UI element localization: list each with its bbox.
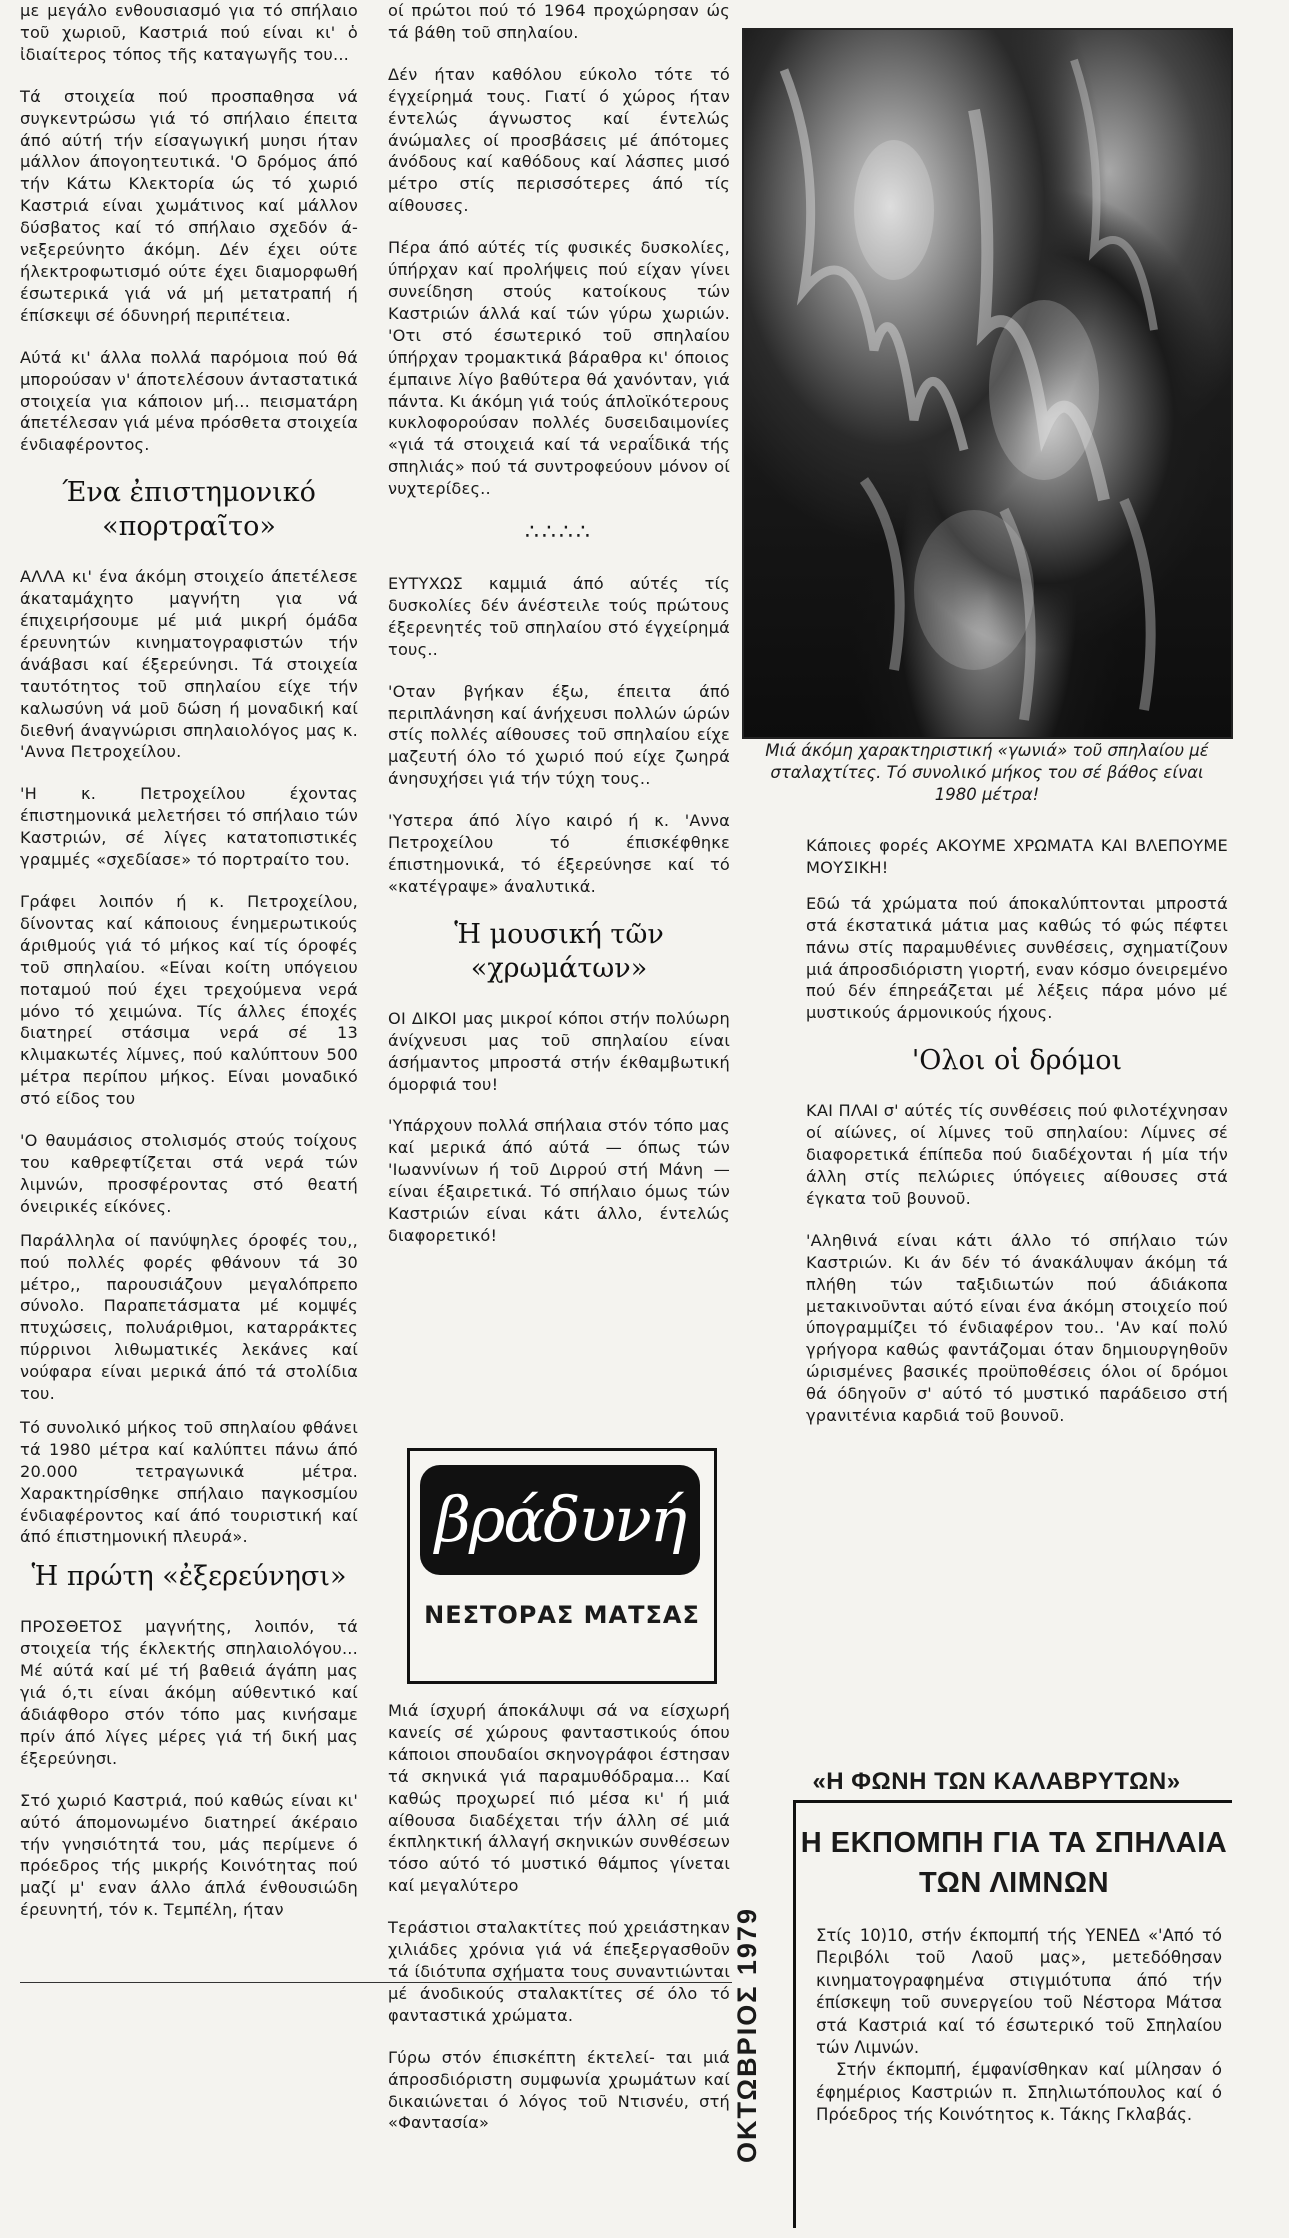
- fold-line: [20, 1982, 732, 1983]
- col2-paragraph-9: Μιά ίσχυρή άποκάλυψι σά να είσχωρή κανείς σέ χώρους φανταστικούς όπου κάποιοι σπουδαίοι σκηνογράφοι έστησαν τά σκηνικά γιά παραμυθόδραμα... Καί καθώς προχωρεί πιό μέσα κι' ή μιά αίθουσα διαδέχεται τήν άλλη σέ μιά έκπληκτική άλλαγή σκηνικών συνθέσεων τόσο αύτό τό μυστικό θάμπος γίνεται καί μεγαλύτερο: [388, 1701, 730, 1896]
- col1-paragraph-8: Παράλληλα οί πανύψηλες όροφές του,, πού πολλές φορές φθάνουν τά 30 μέτρο,, παρουσιάζουν μεγαλόπρεπο σύνολο. Παραπετάσματα μέ κομψές πτυχώσεις, πολυάριθμοι, καταρράκτες πύρρινοι λιθωματικές λεκάνες καί νούφαρα είναι μερικά άπό τά στολίδια του.: [20, 1230, 358, 1404]
- col1-paragraph-3: Αύτά κι' άλλα πολλά παρόμοια πού θά μπορούσαν ν' άποτελέσουν άνταστατικά στοιχεία για κάποιον μή... πεισματάρη άπετέλεσαν γιά μένα πρόσθετα στοιχεία ένδιαφέροντος.: [20, 347, 358, 455]
- col1-paragraph-11: Στό χωριό Καστριά, πού καθώς είναι κι' αύτό άπομονωμένο διατηρεί άκέραιο τήν γνησιότητά του, μάς περίμενε ό πρόεδρος τής μικρής Κοινότητας πού μαζί μ' εναν άλλο άπλά ένθουσιώδη έρευνητή, τόν κ. Τεμπέλη, ήταν: [20, 1790, 358, 1920]
- col1-paragraph-6: Γράφει λοιπόν ή κ. Πετροχείλου, δίνοντας καί κάποιους ένημερωτικούς άριθμούς γιά τό μήκος καί τίς όροφές τοῦ σπηλαίου. «Είναι κοίτη υπόγειου ποταμού πού έχει τρεχούμενα νερά μόνο τό χειμώνα. Τίς άλλες έποχές διατηρεί στάσιμα νερά σέ 13 κλιμακωτές λίμνες, πού καλύπτουν 500 μέτρα περίπου μήκος. Είναι μοναδικό στό είδος του: [20, 892, 358, 1109]
- col2-paragraph-3: Πέρα άπό αύτές τίς φυσικές δυσκολίες, ύπήρχαν καί προλήψεις πού είχαν γίνει συνείδηση στούς κατοίκους τών Καστριών άλλά καί τών γύρω χωριών. 'Οτι στό έσωτερικό τοῦ σπηλαίου ύπήρχαν τρομακτικά βάραθρα κι' όποιος έμπαινε λίγο βαθύτερα θά χανόνταν, γιά πάντα. Κι άκόμη γιά τούς άπλοϊκότερους κυκλοφορούσαν πολλές δυσειδαιμονίες «γιά τά στοιχειά καί τά νεραΐδικά τής σπηλιάς» πού τά συντροφεύουν μόνον οί νυχτερίδες..: [388, 238, 730, 499]
- col1-paragraph-9: Τό συνολικό μήκος τοῦ σπηλαίου φθάνει τά 1980 μέτρα καί καλύπτει πάνω άπό 20.000 τετραγωνικά μέτρα. Χαρακτηρίσθηκε σπήλαιο παγκοσμίου ένδιαφέροντος καί άπό τουριστική καί άπό έπιστημονική πλευρά».: [20, 1417, 358, 1547]
- col2-paragraph-8: 'Υπάρχουν πολλά σπήλαια στόν τόπο μας καί μερικά άπό αύτά — όπως τών 'Ιωαννίνων ή τοῦ Διρρού στή Μάνη — είναι έξαιρετικά. Τό σπήλαιο όμως τών Καστριών είναι κάτι άλλο, έντελώς διαφορετικό!: [388, 1116, 730, 1245]
- col1-paragraph-4: ΑΛΛΑ κι' ένα άκόμη στοιχείο άπετέλεσε άκαταμάχητο μαγνήτη για νά έπιχειρήσουμε μέ μιά μικρή όμάδα έρευνητών κινηματογραφιστών τήν άνάβασι καί έξερεύνησι. Τά στοιχεία ταυτότητος τοῦ σπηλαίου είχε τήν καλωσύνη νά μοῦ δώση ή μοναδική καί διεθνή άναγνώρισι σπηλαιολόγος μας κ. 'Αννα Πετροχείλου.: [20, 567, 358, 762]
- col2-paragraph-4: ΕΥΤΥΧΩΣ καμμιά άπό αύτές τίς δυσκολίες δέν άνέστειλε τούς πρώτους έξερενητές τοῦ σπηλαίου στό έγχείρημά τους..: [388, 574, 730, 659]
- col1-paragraph-5: 'Η κ. Πετροχείλου έχοντας έπιστημονικά μελετήσει τό σπήλαιο τών Καστριών, σέ λίγες κατατοπιστικές γραμμές «σχεδίασε» τό πορτραίτο του.: [20, 784, 358, 870]
- col3-paragraph-1: Κάποιες φορές ΑΚΟΥΜΕ ΧΡΩΜΑΤΑ ΚΑΙ ΒΛΕΠΟΥΜΕ ΜΟΥΣΙΚΗ!: [806, 836, 1228, 877]
- col2-paragraph-10: Τεράστιοι σταλακτίτες πού χρειάστηκαν χιλιάδες χρόνια γιά νά έπεξεργασθοῦν τά ίδιότυπα σχήματα τους συναντιώνται μέ άνοδικούς σταλακτίτες σέ όλο τό φανταστικά χρώματα.: [388, 1918, 730, 2025]
- col2-paragraph-11: Γύρω στόν έπισκέπτη έκτελεί- ται μιά άπροσδιόριστη συμφωνία χρωμάτων καί δικαιώνεται ό λόγος τοῦ Ντισνέυ, στή «Φαντασία»: [388, 2047, 730, 2133]
- subheading-first-exploration: Ἡ πρώτη «ἐξερεύνησι»: [31, 1561, 347, 1593]
- clipping-date: ΟΚΤΩΒΡΙΟΣ 1979: [732, 1907, 762, 2163]
- cave-stalactites-photo: [742, 28, 1233, 739]
- clipping-paragraph-2: Στήν έκπομπή, έμφανίσθηκαν καί μίλησαν ό έφημέριος Καστριών π. Σπηλιωτόπουλος καί ό Πρόεδρος τής Κοινότητος κ. Τάκης Γκλαβάς.: [816, 2060, 1222, 2125]
- col1-paragraph-7: 'Ο θαυμάσιος στολισμός στούς τοίχους του καθρεφτίζεται στά νερά τών λιμνών, προσφέροντας στό θεατή όνειρικές είκόνες.: [20, 1131, 358, 1216]
- col1-paragraph-2: Τά στοιχεία πού προσπαθησα νά συγκεντρώσω γιά τό σπήλαιο έπειτα άπό αύτή τήν είσαγωγική μυησι ήταν μάλλον άπογοητευτικά. 'Ο δρόμος άπό τήν Κάτω Κλεκτορία ώς τό χωριό Καστριά είναι χωμάτινος καί μάλλον δύσβατος καί τό σπήλαιο σχεδόν ά- νεξερεύνητο άκόμη. Δέν έχει ούτε ήλεκτροφωτισμό ούτε έχει διαμορφωθή έσωτερικά γιά νά μή μετατραπή ή έπίσκεψι σέ όδυνηρή περιπέτεια.: [20, 86, 358, 325]
- subheading-scientific-portrait: Ένα ἐπιστημονικό «πορτραῖτο»: [62, 477, 316, 543]
- clipping-title: Η ΕΚΠΟΜΠΗ ΓΙΑ ΤΑ ΣΠΗΛΑΙΑ ΤΩΝ ΛΙΜΝΩΝ: [800, 1827, 1228, 1899]
- col3-paragraph-3: ΚΑΙ ΠΛΑΙ σ' αύτές τίς συνθέσεις πού φιλοτέχνησαν οί αίώνες, οί λίμνες τοῦ σπηλαίου: Λίμνες σέ διαφορετικά έπίπεδα πού διαδέχονται ή μία τήν άλλη στίς πελώριες ύπόγειες αίθουσες στά έγκατα τοῦ βουνοῦ.: [806, 1101, 1228, 1208]
- column-1: [20, 0, 358, 1941]
- col2-paragraph-5: 'Οταν βγήκαν έξω, έπειτα άπό περιπλάνηση καί άνήχευσι πολλών ώρών στίς πολλές αίθουσες τοῦ σπηλαίου είχε μαζευτή όλο τό χωριό πού είχε ζωηρά άνησυχήσει γιά τήν τύχη τους..: [388, 681, 730, 789]
- subheading-all-roads: 'Ολοι οἱ δρόμοι: [911, 1045, 1123, 1077]
- col2-paragraph-1: οί πρώτοι πού τό 1964 προχώρησαν ώς τά βάθη τοῦ σπηλαίου.: [388, 1, 730, 42]
- col1-paragraph-10: ΠΡΟΣΘΕΤΟΣ μαγνήτης, λοιπόν, τά στοιχεία τής έκλεκτής σπηλαιολόγου... Μέ αύτά καί μέ τή βαθειά άγάπη μας γιά ό,τι είναι άκόμη αύθεντικό καί άδιάφθορο στόν τόπο μας κινήσαμε πρίν άπό λίγες μέρες γιά τή δική μας έξερεύνησι.: [20, 1617, 358, 1768]
- clipping-masthead: «Η ΦΩΝΗ ΤΩΝ ΚΑΛΑΒΡΥΤΩΝ»: [812, 1768, 1181, 1795]
- stalactite-shapes: [744, 30, 1227, 733]
- clipping-box: [793, 1800, 1232, 2228]
- newspaper-logo: βράδυνή: [420, 1465, 700, 1575]
- photo-caption: Μιά άκόμη χαρακτηριστική «γωνιά» τοῦ σπηλαίου μέ σταλαχτίτες. Τό συνολικό μήκος του σέ βάθος είναι 1980 μέτρα!: [765, 741, 1209, 804]
- col1-paragraph-1: με μεγάλο ενθουσιασμό για τό σπήλαιο τοῦ χωριοῦ, Καστριά πού είναι κι' ὁ ἰδιαίτερος τόπος τῆς καταγωγῆς του...: [20, 1, 358, 64]
- col2-paragraph-7: ΟΙ ΔΙΚΟΙ μας μικροί κόποι στήν πολύωρη άνίχνευσι μας τοῦ σπηλαίου είναι άσήμαντος μπροστά στήν έκθαμβωτική όμορφιά του!: [388, 1008, 730, 1094]
- col3-paragraph-4: 'Αληθινά είναι κάτι άλλο τό σπήλαιο τών Καστριών. Κι άν δέν τό άνακάλυψαν άκόμη τά πλήθη τών ταξιδιωτών πού άδιάκοπα μετακινοῦνται αύτό είναι ένα άκόμη στοιχείο πού ύπογραμμίζει τό ένδιαφέρον του.. 'Αν καί πολύ γρήγορα καθώς φαντάζομαι όταν δημιουργηθοῦν ώρισμένες βασικές προϋποθέσεις όλοι οί δρόμοι θά όδηγοῦν σ' αύτό τό μυστικό παράδεισο στή γρανιτένια καρδιά τοῦ βουνοῦ.: [806, 1230, 1228, 1426]
- section-separator: ∴∴∴∴: [525, 520, 593, 546]
- col3-paragraph-2: Εδώ τά χρώματα πού άποκαλύπτονται μπροστά στά έκστατικά μάτια μας καθώς τό φώς πέφτει πάνω στίς παραμυθένιες συνθέσεις, σχηματίζουν μιά άπροσδιόριστη γιορτή, εναν κόσμο όνειρεμένο πού δέν έπηρεάζεται μέ λέξεις πάρα μόνο μέ μυστικούς άρμονικούς ήχους.: [806, 893, 1228, 1023]
- col2-paragraph-6: 'Υστερα άπό λίγο καιρό ή κ. 'Αννα Πετροχείλου τό έπισκέφθηκε έπιστημονικά, τό έξερεύνησε καί τό «κατέγραψε» άναλυτικά.: [388, 811, 730, 896]
- column-3: [806, 835, 1228, 1447]
- author-name: ΝΕΣΤΟΡΑΣ ΜΑΤΣΑΣ: [424, 1601, 700, 1629]
- col2-paragraph-2: Δέν ήταν καθόλου εύκολο τότε τό έγχείρημά τους. Γιατί ό χώρος ήταν έντελώς άγνωστος καί έντελώς άνώμαλες οί προσβάσεις μέ άπότομες άνόδους καί καθόδους καί λάσπες μισό μέτρο στίς περισσότερες άπό τίς αίθουσες.: [388, 64, 730, 216]
- clipping-paragraph-1: Στίς 10)10, στήν έκπομπή τής ΥΕΝΕΔ «'Από τό Περιβόλι τοῦ Λαοῦ μας», μετεδόθησαν κινηματογραφημένα στιγμιότυπα άπό τήν έπίσκεψη τοῦ συνεργείου τοῦ Νέστορα Μάτσα στά Καστριά καί τό έσωτερικό τοῦ Σπηλαίου τών Λιμνών.: [816, 1926, 1222, 2058]
- byline-box: [407, 1448, 717, 1684]
- subheading-music-of-colours: Ἡ μουσική τῶν «χρωμάτων»: [454, 918, 664, 984]
- column-2-lower: [388, 1700, 730, 2154]
- column-2: [388, 0, 730, 1267]
